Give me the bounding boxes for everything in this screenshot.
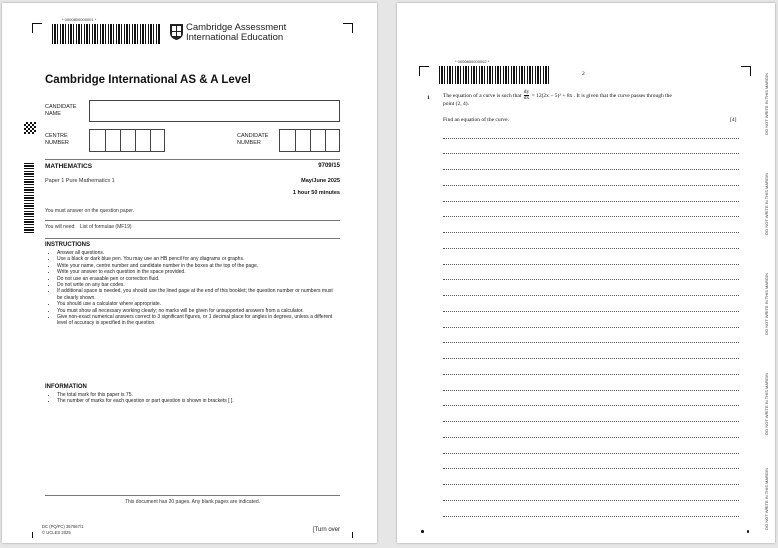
derivative-fraction bbox=[524, 90, 530, 101]
qualification-title: Cambridge International AS & A Level bbox=[45, 74, 251, 86]
crop-mark-top-left bbox=[32, 23, 42, 33]
derivative-denominator: dx bbox=[523, 95, 530, 101]
candidate-number-box[interactable] bbox=[279, 129, 340, 152]
instruction-item: • If additional space is needed, you should use the lined page at the end of this booklet; the question number or numbers must be clearly shown. bbox=[57, 288, 337, 301]
instruction-item: • Write your answer to each question in the space provided. bbox=[57, 269, 337, 275]
instruction-item: • Write your name, centre number and candidate number in the boxes at the top of the page. bbox=[57, 263, 337, 269]
question-text bbox=[443, 90, 743, 108]
duration: 1 hour 50 minutes bbox=[292, 190, 340, 196]
you-will-need-value: List of formulae (MF19) bbox=[79, 224, 132, 230]
instruction-item: • Use a black or dark blue pen. You may use an HB pencil for any diagrams or graphs. bbox=[57, 256, 337, 262]
centre-number-label: CENTRE NUMBER bbox=[45, 133, 69, 146]
document-code: DC (PQ/FC) 357567/1 bbox=[42, 524, 84, 529]
margin-note: DO NOT WRITE IN THIS MARGIN bbox=[764, 173, 769, 235]
margin-note: DO NOT WRITE IN THIS MARGIN bbox=[764, 373, 769, 435]
candidate-name-box[interactable] bbox=[89, 100, 340, 122]
top-barcode bbox=[439, 66, 551, 84]
question-marks: [4] bbox=[730, 117, 737, 123]
turn-over: [Turn over bbox=[312, 527, 340, 533]
you-will-need bbox=[45, 224, 132, 230]
org-line-2: International Education bbox=[186, 32, 284, 43]
instruction-item: • Do not write on any bar codes. bbox=[57, 282, 337, 288]
candidate-name-label: CANDIDATE NAME bbox=[45, 104, 77, 117]
margin-note: DO NOT WRITE IN THIS MARGIN bbox=[764, 468, 769, 530]
qr-code bbox=[24, 122, 36, 134]
registration-dot bbox=[421, 530, 424, 533]
margin-note: DO NOT WRITE IN THIS MARGIN bbox=[764, 273, 769, 335]
instruction-item: • You must show all necessary working clearly; no marks will be given for unsupported answers from a calculator. bbox=[57, 308, 337, 314]
instructions-heading: INSTRUCTIONS bbox=[45, 242, 90, 248]
serial-number: * 0000800000001 * bbox=[62, 17, 97, 22]
answer-note: You must answer on the question paper. bbox=[45, 208, 135, 214]
question-page bbox=[397, 3, 775, 543]
org-name bbox=[186, 23, 286, 43]
information-item: • The total mark for this paper is 75. bbox=[57, 392, 337, 398]
syllabus-code: 9709/15 bbox=[318, 163, 340, 169]
candidate-number-label: CANDIDATE NUMBER bbox=[237, 133, 269, 146]
question-number: 1 bbox=[427, 95, 430, 101]
side-barcode bbox=[24, 161, 34, 233]
registration-dot bbox=[747, 530, 750, 533]
serial-number: * 0000800000002 * bbox=[455, 59, 490, 64]
cambridge-shield-icon bbox=[170, 24, 183, 40]
margin-note: DO NOT WRITE IN THIS MARGIN bbox=[764, 73, 769, 135]
information-item: • The number of marks for each question or part question is shown in brackets [ ]. bbox=[57, 398, 337, 404]
question-prefix: The equation of a curve is such that bbox=[443, 92, 522, 99]
subject: MATHEMATICS bbox=[45, 163, 93, 170]
top-barcode bbox=[52, 24, 160, 44]
crop-mark-top-right bbox=[343, 23, 353, 33]
instruction-item: • Do not use an erasable pen or correction fluid. bbox=[57, 276, 337, 282]
crop-mark-bottom-right bbox=[352, 532, 353, 538]
crop-mark-top-left bbox=[419, 66, 429, 76]
instruction-item: • Give non-exact numerical answers correct to 3 significant figures, or 1 decimal place for angles in degrees, unless a different level of accuracy is specified in the question. bbox=[57, 314, 337, 327]
instruction-item: • You should use a calculator where appropriate. bbox=[57, 301, 337, 307]
question-equation: = 12(2x − 5)² + 8x . It is given that the curve passes through the bbox=[531, 92, 672, 99]
cover-page bbox=[2, 3, 377, 543]
instructions-list bbox=[45, 250, 337, 327]
question-task: Find an equation of the curve. bbox=[443, 117, 509, 123]
copyright: © UCLES 2025 bbox=[42, 530, 71, 535]
information-list bbox=[45, 392, 337, 405]
you-will-need-label: You will need: bbox=[45, 224, 76, 230]
org-line-1: Cambridge Assessment bbox=[186, 22, 287, 33]
information-heading: INFORMATION bbox=[45, 384, 87, 390]
session: May/June 2025 bbox=[301, 178, 340, 184]
page-count-note: This document has 20 pages. Any blank pages are indicated. bbox=[124, 499, 261, 505]
derivative-numerator: dy bbox=[523, 89, 530, 95]
page-number: 2 bbox=[582, 71, 585, 77]
crop-mark-top-right bbox=[741, 66, 751, 76]
instruction-item: • Answer all questions. bbox=[57, 250, 337, 256]
question-line-2: point (2, 4). bbox=[443, 101, 469, 107]
centre-number-box[interactable] bbox=[89, 129, 165, 152]
crop-mark-bottom-left bbox=[32, 532, 33, 538]
paper-name: Paper 1 Pure Mathematics 1 bbox=[45, 178, 115, 184]
